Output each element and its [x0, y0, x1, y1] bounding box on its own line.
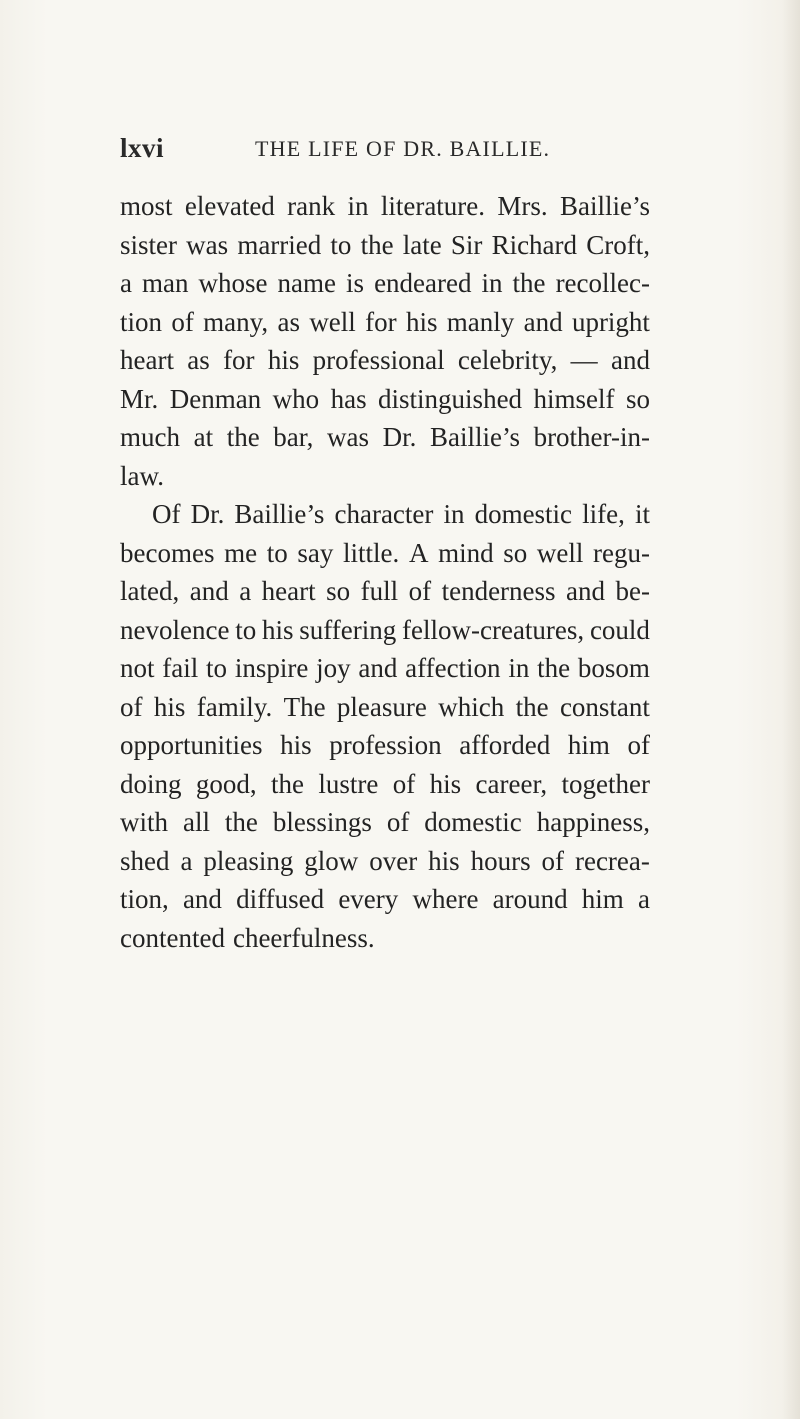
- word: law.: [120, 460, 164, 491]
- word: suffering: [299, 614, 397, 645]
- word: Denman: [169, 383, 262, 414]
- word: elevated: [184, 191, 275, 221]
- word: every: [338, 884, 399, 914]
- word: of: [392, 768, 416, 799]
- word: whose: [198, 268, 268, 298]
- word: in: [347, 191, 369, 221]
- word: the: [360, 229, 394, 260]
- word: Dr.: [382, 422, 417, 452]
- word: A: [408, 537, 429, 568]
- word: regu-: [593, 537, 650, 568]
- word: afforded: [459, 730, 551, 760]
- word: Mrs.: [497, 191, 548, 221]
- text-line: [120, 842, 650, 881]
- word: with: [120, 807, 169, 837]
- word: in: [443, 499, 465, 529]
- word: to: [206, 653, 228, 683]
- word: little.: [343, 537, 400, 568]
- word: him: [567, 730, 610, 760]
- text-line: [120, 688, 650, 727]
- word: life,: [582, 499, 625, 529]
- text-line: [120, 649, 650, 688]
- word: of: [541, 845, 565, 876]
- word: lustre: [318, 768, 379, 799]
- word: together: [561, 768, 650, 799]
- word: a: [180, 845, 193, 876]
- word: of: [408, 576, 432, 606]
- word: career,: [475, 768, 548, 799]
- word: manly: [446, 306, 515, 337]
- word: Croft,: [586, 229, 650, 260]
- word: good,: [195, 768, 257, 799]
- word: the: [512, 268, 546, 298]
- word: tion,: [120, 884, 169, 914]
- body-text: [120, 187, 650, 957]
- word: the: [271, 768, 305, 799]
- word: at: [193, 422, 214, 452]
- word: Sir: [450, 229, 483, 260]
- word: upright: [571, 306, 650, 337]
- page-number: lxvi: [120, 133, 165, 163]
- word: so: [326, 576, 351, 606]
- word: heart: [261, 576, 316, 606]
- text-line: [120, 187, 650, 226]
- word: to: [330, 229, 352, 260]
- text-line: [120, 572, 650, 611]
- word: well: [309, 306, 356, 337]
- text-line: [120, 264, 650, 303]
- word: his: [405, 306, 438, 337]
- word: and: [189, 576, 229, 606]
- word: me: [224, 537, 258, 568]
- word: could: [589, 614, 650, 645]
- word: as: [277, 306, 300, 337]
- word: it: [634, 499, 650, 529]
- word: where: [412, 884, 479, 914]
- word: recollec-: [555, 268, 650, 298]
- word: —: [570, 345, 598, 375]
- word: for: [365, 306, 397, 337]
- word: pleasure: [336, 691, 427, 722]
- page-edge-shadow: [782, 0, 800, 1419]
- word: character: [334, 499, 434, 529]
- word: of: [171, 306, 194, 337]
- word: the: [224, 807, 258, 837]
- word: late: [402, 229, 442, 260]
- word: his: [429, 768, 462, 799]
- word: of: [386, 807, 410, 837]
- word: married: [237, 229, 322, 260]
- word: Of: [152, 499, 181, 529]
- word: domestic: [424, 807, 522, 837]
- word: hours: [470, 845, 531, 876]
- word: mind: [438, 537, 494, 568]
- text-line: [120, 803, 650, 842]
- word: Baillie’s: [429, 422, 520, 452]
- word: in: [508, 653, 530, 683]
- word: brother-in-: [533, 422, 650, 452]
- word: glow: [304, 845, 359, 876]
- text-line: [120, 380, 650, 419]
- word: Baillie’s: [560, 191, 650, 221]
- word: Dr.: [190, 499, 225, 529]
- word: him: [581, 884, 624, 914]
- word: recrea-: [574, 845, 650, 876]
- word: tion: [120, 306, 163, 337]
- word: a: [239, 576, 252, 606]
- text-line: [120, 341, 650, 380]
- word: was: [186, 229, 229, 260]
- text-line: [120, 457, 650, 496]
- word: be-: [615, 576, 650, 606]
- word: professional: [312, 345, 445, 375]
- word: celebrity,: [457, 345, 558, 375]
- word: his: [428, 845, 460, 876]
- text-line: [120, 726, 650, 765]
- word: around: [492, 884, 568, 914]
- word: much: [120, 422, 180, 452]
- word: bosom: [577, 653, 650, 683]
- text-line: [120, 765, 650, 804]
- word: domestic: [474, 499, 573, 529]
- word: is: [346, 268, 365, 298]
- word: his: [267, 345, 300, 375]
- word: inspire: [234, 653, 309, 683]
- word: Mr.: [120, 383, 159, 414]
- word: and: [610, 345, 650, 375]
- word: his: [280, 730, 312, 760]
- word: well: [536, 537, 584, 568]
- word: the: [537, 653, 571, 683]
- word: so: [503, 537, 528, 568]
- word: of: [627, 730, 650, 760]
- word: say: [297, 537, 334, 568]
- word: his: [153, 691, 186, 722]
- word: over: [369, 845, 418, 876]
- word: The: [283, 691, 326, 722]
- word: not: [120, 653, 155, 683]
- word: nevolence: [120, 614, 230, 645]
- running-title: THE LIFE OF DR. BAILLIE.: [255, 136, 551, 161]
- word: to: [266, 537, 288, 568]
- word: blessings: [272, 807, 372, 837]
- text-line: [120, 534, 650, 573]
- word: pleasing: [203, 845, 294, 876]
- word: and: [358, 653, 398, 683]
- word: was: [327, 422, 370, 452]
- word: who: [272, 383, 320, 414]
- word: all: [182, 807, 210, 837]
- word: himself: [533, 383, 615, 414]
- text-line: [120, 226, 650, 265]
- text-line: [120, 611, 650, 650]
- word: Baillie’s: [234, 499, 325, 529]
- text-line: [120, 880, 650, 919]
- text-line: [120, 418, 650, 457]
- word: for: [223, 345, 255, 375]
- word: rank: [287, 191, 336, 221]
- word: man: [142, 268, 189, 298]
- word: has: [330, 383, 367, 414]
- word: his: [261, 614, 294, 645]
- text-line: [120, 919, 650, 958]
- word: and: [182, 884, 222, 914]
- word: sister: [120, 229, 177, 260]
- word: happiness,: [536, 807, 650, 837]
- word: Richard: [491, 229, 578, 260]
- word: distinguished: [378, 383, 523, 414]
- word: tenderness: [441, 576, 556, 606]
- word: becomes: [120, 537, 215, 568]
- word: opportunities: [120, 730, 263, 760]
- word: a: [120, 268, 132, 298]
- word: shed: [120, 845, 170, 876]
- word: doing: [120, 768, 182, 799]
- word: family.: [196, 691, 273, 722]
- word: a: [638, 884, 650, 914]
- text-line: [120, 495, 650, 534]
- word: full: [360, 576, 399, 606]
- word: contented: [120, 922, 225, 953]
- page-header: [120, 133, 660, 173]
- word: in: [481, 268, 503, 298]
- word: most: [120, 191, 173, 221]
- word: so: [625, 383, 650, 414]
- text-line: [120, 303, 650, 342]
- word: name: [277, 268, 337, 298]
- word: of: [120, 691, 143, 722]
- word: lated,: [120, 576, 180, 606]
- word: profession: [329, 730, 442, 760]
- word: heart: [120, 345, 174, 375]
- word: the: [515, 691, 549, 722]
- word: bar,: [273, 422, 314, 452]
- word: many,: [203, 306, 269, 337]
- word: affection: [405, 653, 501, 683]
- word: the: [226, 422, 260, 452]
- word: as: [187, 345, 210, 375]
- word: which: [438, 691, 505, 722]
- word: to: [235, 614, 257, 645]
- word: endeared: [374, 268, 472, 298]
- word: cheerfulness.: [232, 922, 375, 953]
- word: constant: [559, 691, 650, 722]
- word: and: [566, 576, 606, 606]
- word: fellow-creatures,: [402, 614, 585, 645]
- word: and: [523, 306, 563, 337]
- word: diffused: [236, 884, 325, 914]
- word: literature.: [380, 191, 486, 221]
- word: joy: [316, 653, 351, 683]
- word: fail: [162, 653, 199, 683]
